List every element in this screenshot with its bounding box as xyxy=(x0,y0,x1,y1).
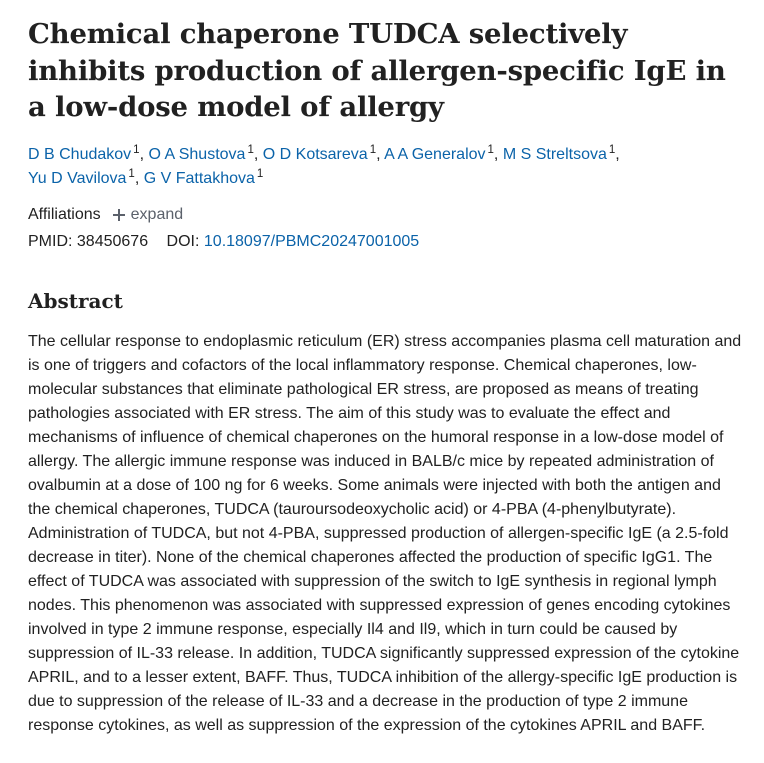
author-item xyxy=(384,143,503,163)
author-link[interactable]: O D Kotsareva xyxy=(262,145,368,163)
doi-label: DOI: xyxy=(166,232,200,250)
author-separator: , xyxy=(139,145,145,163)
identifiers-row xyxy=(28,230,746,254)
affiliations-row xyxy=(28,203,746,227)
affiliation-marker[interactable]: 1 xyxy=(128,167,135,180)
affiliation-marker[interactable]: 1 xyxy=(608,143,616,156)
author-link[interactable]: G V Fattakhova xyxy=(143,169,255,187)
author-item xyxy=(502,143,620,163)
author-link[interactable]: A A Generalov xyxy=(384,145,486,163)
author-item xyxy=(262,143,384,163)
affiliation-marker[interactable]: 1 xyxy=(133,143,140,156)
author-list xyxy=(28,143,746,191)
author-separator: , xyxy=(615,145,620,163)
affiliations-label: Affiliations xyxy=(28,205,101,223)
author-separator: , xyxy=(493,145,499,163)
author-item xyxy=(28,167,144,187)
affiliations-expand-button[interactable] xyxy=(113,203,184,227)
plus-icon xyxy=(113,209,125,221)
affiliation-marker[interactable]: 1 xyxy=(487,143,494,156)
author-separator: , xyxy=(376,145,381,163)
expand-label: expand xyxy=(130,205,184,223)
author-item xyxy=(28,143,148,163)
abstract-text: The cellular response to endoplasmic reticulum (ER) stress accompanies plasma cell maturation and is one of triggers and cofactors of the local inflammatory response. Chemical chaperones, low-molecular substances that eliminate pathological ER stress, are proposed as means of treating pathologies associated with ER stress. The aim of this study was to evaluate the effect and mechanisms of influence of chemical chaperones on the humoral response in a low-dose model of allergy. The allergic immune response was induced in BALB/c mice by repeated administration of ovalbumin at a dose of 100 ng for 6 weeks. Some animals were injected with both the antigen and the chemical chaperones, TUDCA (tauroursodeoxycholic acid) or 4-PBA (4-phenylbutyrate). Administration of TUDCA, but not 4-PBA, suppressed production of allergen-specific IgE (a 2.5-fold decrease in titer). None of the chemical chaperones affected the production of specific IgG1. The effect of TUDCA was associated with suppression of the switch to IgE synthesis in regional lymph nodes. This phenomenon was associated with suppressed expression of genes encoding cytokines involved in type 2 immune response, especially Il4 and Il9, which in turn could be caused by suppression of IL-33 release. In addition, TUDCA significantly suppressed expression of the cytokine APRIL, and to a lesser extent, BAFF. Thus, TUDCA inhibition of the allergy-specific IgE production is due to suppression of the release of IL-33 and a decrease in the production of type 2 immune response cytokines, as well as suppression of the expression of the cytokines APRIL and BAFF. xyxy=(28,333,742,735)
pmid-value: 38450676 xyxy=(76,232,149,250)
author-link[interactable]: O A Shustova xyxy=(148,145,246,163)
author-link[interactable]: Yu D Vavilova xyxy=(28,169,127,187)
affiliation-marker[interactable]: 1 xyxy=(369,143,377,156)
author-link[interactable]: M S Streltsova xyxy=(502,145,607,163)
author-link[interactable]: D B Chudakov xyxy=(28,145,132,163)
doi-link[interactable]: 10.18097/PBMC20247001005 xyxy=(203,232,420,250)
abstract-heading: Abstract xyxy=(28,288,123,313)
author-separator: , xyxy=(134,169,140,187)
author-item xyxy=(148,143,262,163)
pmid-label: PMID: xyxy=(28,232,73,250)
author-item xyxy=(143,167,264,187)
affiliation-marker[interactable]: 1 xyxy=(256,167,264,180)
article-title: Chemical chaperone TUDCA selectively inhibits production of allergen-specific IgE in a low-dose model of allergy xyxy=(28,18,726,123)
affiliation-marker[interactable]: 1 xyxy=(247,143,254,156)
author-separator: , xyxy=(253,145,259,163)
